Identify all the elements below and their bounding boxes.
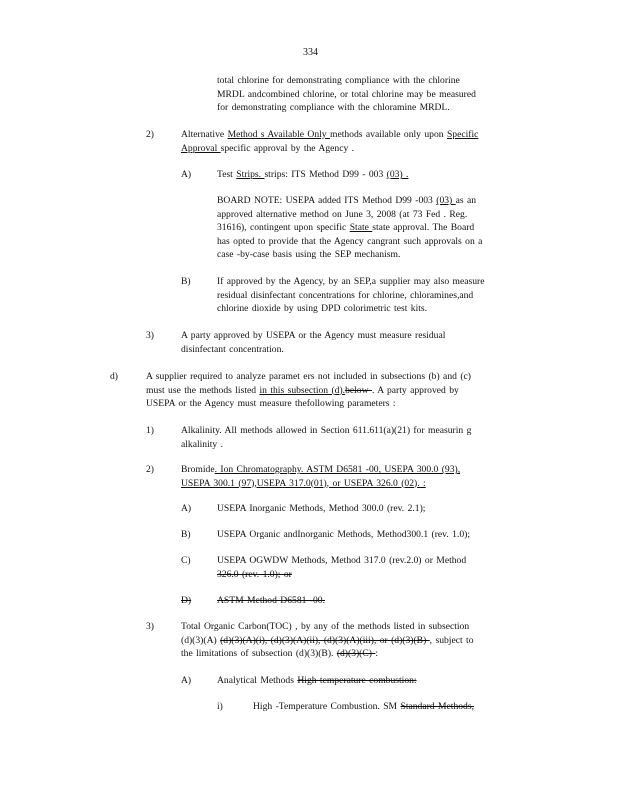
text-line xyxy=(217,221,547,235)
item-marker: A) xyxy=(181,503,192,514)
text-line xyxy=(181,142,541,156)
deleted-text: 326.0 (rev. 1.0); or xyxy=(217,568,292,580)
paragraph-c1-continuation xyxy=(217,74,537,115)
item-marker: 1) xyxy=(146,425,154,436)
page-number: 334 xyxy=(303,47,318,58)
paragraph-d3 xyxy=(181,620,541,661)
text-line xyxy=(181,647,541,661)
paragraph-d2B: USEPA Organic andInorganic Methods, Method300.1 (rev. 1.0); xyxy=(217,529,471,540)
inserted-text: Specific xyxy=(446,129,479,140)
inserted-text: State xyxy=(349,222,373,233)
inserted-text: Approval xyxy=(181,142,221,154)
text-span: Analytical Methods xyxy=(217,675,298,686)
deleted-text: (d)(3)(A)(i), (d)(3)(A)(ii), (d)(3)(A)(iii), or (d)(3)(B) xyxy=(220,634,430,646)
paragraph-d1 xyxy=(181,424,541,451)
paragraph-d3A xyxy=(217,674,547,688)
inserted-text: in this subsection (d). xyxy=(259,384,346,396)
text-span: methods available only upon xyxy=(329,129,447,140)
text-line: for demonstrating compliance with the chloramine MRDL. xyxy=(217,102,450,113)
item-marker: B) xyxy=(181,529,191,540)
item-marker: 2) xyxy=(146,129,154,140)
inserted-text: (03) . xyxy=(386,169,409,180)
text-line xyxy=(253,700,543,714)
text-line xyxy=(181,477,541,491)
item-marker: B) xyxy=(181,276,191,287)
text-span: (d)(3)(A) xyxy=(181,634,221,646)
text-line: Total Organic Carbon(TOC) , by any of the methods listed in subsection xyxy=(181,621,470,632)
text-span: as an xyxy=(455,195,477,206)
text-line xyxy=(181,128,541,142)
paragraph-c2B xyxy=(217,275,547,316)
item-marker: A) xyxy=(181,675,192,686)
text-span: Bromide xyxy=(181,464,215,475)
item-marker: 3) xyxy=(146,330,154,341)
inserted-text: USEPA 300.1 (97),USEPA 317.0(01), or USEPA 326.0 (02). : xyxy=(181,477,426,489)
item-marker: A) xyxy=(181,169,192,180)
board-note xyxy=(217,194,547,262)
text-line xyxy=(217,194,547,208)
paragraph-d2D xyxy=(217,594,547,608)
paragraph-c3 xyxy=(181,329,521,356)
text-span: High -Temperature Combustion. SM xyxy=(253,701,401,712)
item-marker: 2) xyxy=(146,464,154,475)
text-span: , subject to xyxy=(429,634,474,646)
paragraph-d3Ai xyxy=(253,700,543,714)
paragraph-d2 xyxy=(181,463,541,490)
text-line: USEPA or the Agency must measure thefollowing parameters : xyxy=(146,398,396,409)
deleted-text: ASTM Method D6581 -00. xyxy=(217,595,325,606)
text-span: BOARD NOTE: USEPA added ITS Method D99 -003 xyxy=(217,195,437,206)
text-line: If approved by the Agency, by an SEP,a supplier may also measure xyxy=(217,276,485,287)
text-line: A party approved by USEPA or the Agency must measure residual xyxy=(181,330,446,341)
text-line xyxy=(146,384,546,398)
item-marker: D) xyxy=(181,595,192,606)
inserted-text: Method s Available Only xyxy=(227,129,330,140)
paragraph-c2A xyxy=(217,168,537,182)
deleted-text: below xyxy=(345,384,372,396)
text-line: Alkalinity. All methods allowed in Section 611.611(a)(21) for measurin g xyxy=(181,425,472,436)
text-line: has opted to provide that the Agency cangrant such approvals on a xyxy=(217,235,483,247)
paragraph-c2 xyxy=(181,128,541,155)
text-line: total chlorine for demonstrating compliance with the chlorine xyxy=(217,75,460,86)
text-span: strips: ITS Method D99 - 003 xyxy=(264,169,387,180)
text-span: state approval. The Board xyxy=(372,222,475,233)
text-span: Alternative xyxy=(181,129,228,140)
text-span: : xyxy=(375,648,379,659)
text-line: A supplier required to analyze paramet ers not included in subsections (b) and (c) xyxy=(146,371,471,382)
text-line xyxy=(217,168,537,182)
deleted-text: (d)(3)(C) xyxy=(336,648,376,659)
text-span: specific approval by the Agency . xyxy=(220,142,355,154)
text-line: approved alternative method on June 3, 2008 (at 73 Fed . Reg. xyxy=(217,208,468,220)
item-marker: 3) xyxy=(146,621,154,632)
item-marker: i) xyxy=(217,701,223,712)
text-span: the limitations of subsection (d)(3)(B). xyxy=(181,648,337,659)
paragraph-d2A: USEPA Inorganic Methods, Method 300.0 (rev. 2.1); xyxy=(217,503,426,514)
text-line: chlorine dioxide by using DPD colorimetric test kits. xyxy=(217,303,428,314)
inserted-text: Strips. xyxy=(236,169,265,180)
text-span: must use the methods listed xyxy=(146,384,260,396)
text-line: case -by-case basis using the SEP mechanism. xyxy=(217,249,401,260)
text-line: residual disinfectant concentrations for chlorine, chloramines,and xyxy=(217,289,474,301)
inserted-text: (03) xyxy=(436,195,456,206)
text-line xyxy=(217,568,547,582)
text-line: alkalinity . xyxy=(181,438,224,450)
text-span: 31616), contingent upon specific xyxy=(217,222,350,233)
text-line: MRDL andcombined chlorine, or total chlorine may be measured xyxy=(217,88,476,100)
text-span: . A party approved by xyxy=(371,384,459,396)
deleted-text: Standard Methods, xyxy=(400,701,474,712)
deleted-text: High temperature combustion: xyxy=(297,675,417,686)
text-line: USEPA OGWDW Methods, Method 317.0 (rev.2.0) or Method xyxy=(217,555,467,566)
text-line: disinfectant concentration. xyxy=(181,343,284,355)
text-line xyxy=(181,634,541,648)
paragraph-d xyxy=(146,370,546,411)
item-marker: C) xyxy=(181,555,191,566)
inserted-text: . Ion Chromatography. ASTM D6581 -00, USEPA 300.0 (93), xyxy=(214,464,461,475)
paragraph-d2C xyxy=(217,554,547,581)
text-line xyxy=(181,463,541,477)
text-span: Test xyxy=(217,169,237,180)
item-marker: d) xyxy=(110,371,118,382)
text-line xyxy=(217,674,547,688)
